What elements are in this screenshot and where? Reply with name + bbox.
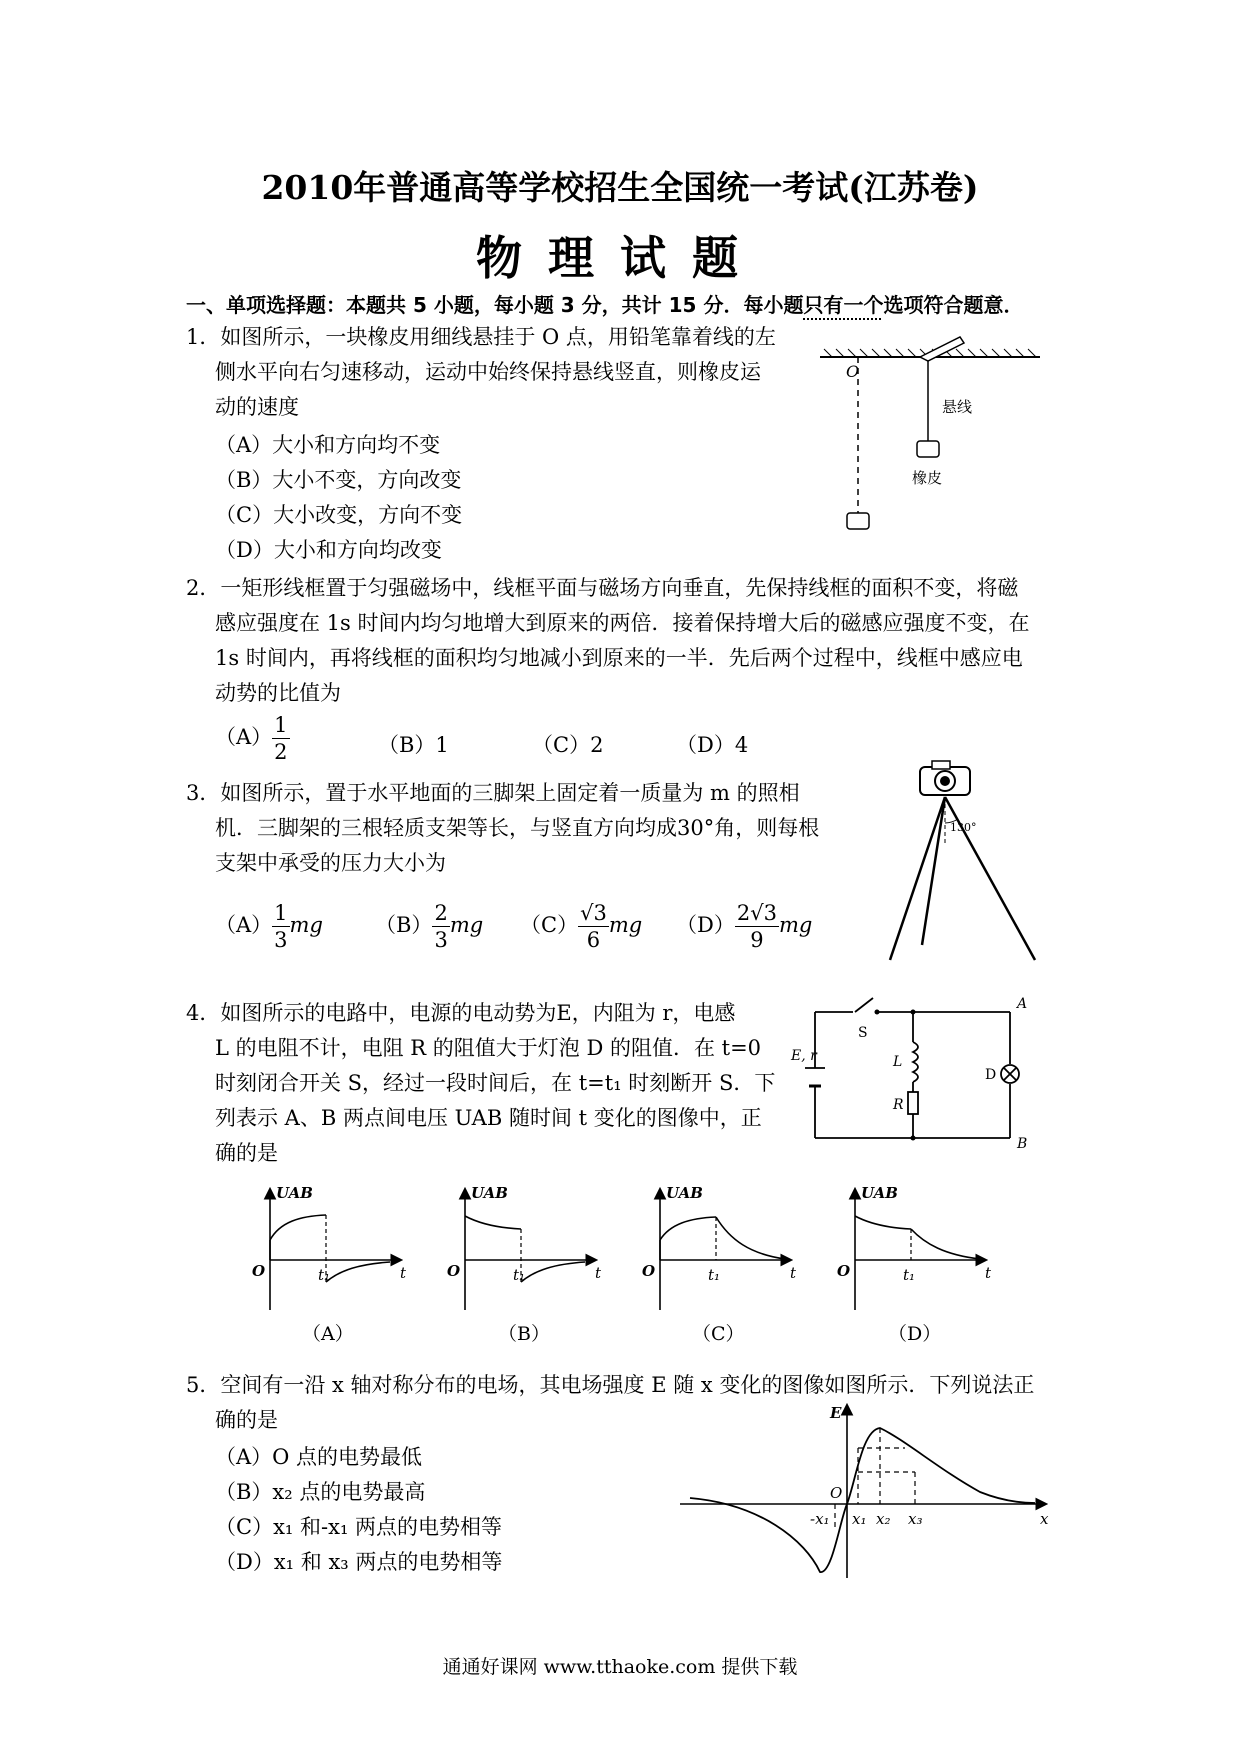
q3-tripod-figure bbox=[880, 755, 1050, 970]
q3-option-d-num: 2√3 bbox=[736, 901, 777, 925]
q3-option-b-label: （B） bbox=[375, 913, 433, 937]
q3-option-a-label: （A） bbox=[215, 913, 273, 937]
q3-option-c-fraction bbox=[578, 900, 609, 953]
q4-graph-c-label: （C） bbox=[692, 1323, 745, 1345]
q2-option-a-label: （A） bbox=[215, 725, 273, 749]
q4-graph-b-label: （B） bbox=[498, 1323, 550, 1345]
q5-stem-line1: 5．空间有一沿 x 轴对称分布的电场，其电场强度 E 随 x 变化的图像如图所示．下列说法正 bbox=[186, 1373, 1035, 1397]
q1-option-a: （A）大小和方向均不变 bbox=[215, 433, 441, 457]
q4-graph-c-ylabel: UAB bbox=[666, 1184, 703, 1202]
q3-stem-line2: 机．三脚架的三根轻质支架等长，与竖直方向均成30°角，则每根 bbox=[215, 816, 820, 840]
q2-stem-line3: 1s 时间内，再将线框的面积均匀地减小到原来的一半．先后两个过程中，线框中感应电 bbox=[215, 646, 1023, 670]
q1-option-b: （B）大小不变，方向改变 bbox=[215, 468, 462, 492]
q5-option-d: （D）x₁ 和 x₃ 两点的电势相等 bbox=[215, 1550, 503, 1574]
q4-graph-d bbox=[855, 1190, 985, 1310]
q5-option-a: （A）O 点的电势最低 bbox=[215, 1445, 423, 1469]
q3-option-c-mg: mg bbox=[608, 913, 643, 937]
q4-stem-line4: 列表示 A、B 两点间电压 UAB 随时间 t 变化的图像中，正 bbox=[215, 1106, 762, 1130]
q4-graph-b-origin: O bbox=[447, 1262, 461, 1280]
section-heading bbox=[186, 289, 1023, 318]
q4-graph-a-t: t bbox=[400, 1264, 407, 1282]
q4-stem-line1: 4．如图所示的电路中，电源的电动势为E，内阻为 r，电感 bbox=[186, 1001, 736, 1025]
q3-option-c-den: 6 bbox=[586, 928, 601, 952]
section-heading-post: 选项符合题意． bbox=[883, 293, 1024, 317]
q3-stem-line3: 支架中承受的压力大小为 bbox=[215, 851, 446, 875]
q3-option-a-mg: mg bbox=[289, 913, 323, 937]
q1-fig-label-eraser: 橡皮 bbox=[912, 469, 943, 487]
q3-option-d-label: （D） bbox=[676, 913, 735, 937]
q4-graph-b-ylabel: UAB bbox=[471, 1184, 508, 1202]
q4-graph-c-t1: t₁ bbox=[708, 1266, 721, 1284]
q5-label-e: E bbox=[830, 1404, 842, 1422]
q5-field-graph bbox=[680, 1400, 1060, 1580]
q4-graph-a-t1: t₁ bbox=[318, 1266, 331, 1284]
q1-fig-label-line: 悬线 bbox=[942, 398, 973, 416]
q4-stem-line5: 确的是 bbox=[215, 1141, 278, 1165]
q5-label-x2: x₂ bbox=[876, 1510, 891, 1528]
q2-option-a bbox=[215, 712, 290, 765]
q5-label-minus-x1: -x₁ bbox=[810, 1510, 830, 1528]
q4-graph-b-t: t bbox=[595, 1264, 602, 1282]
q3-option-c-label: （C） bbox=[520, 913, 579, 937]
q3-option-c-num: √3 bbox=[580, 901, 607, 925]
q2-option-a-fraction bbox=[272, 712, 289, 765]
q2-stem-line2: 感应强度在 1s 时间内均匀地增大到原来的两倍．接着保持增大后的磁感应强度不变，在 bbox=[215, 611, 1030, 635]
footer-source: 通通好课网 www.tthaoke.com 提供下载 bbox=[442, 1656, 798, 1678]
q3-option-a bbox=[215, 900, 323, 953]
q4-graph-c-origin: O bbox=[642, 1262, 656, 1280]
q4-label-er: E, r bbox=[791, 1048, 817, 1064]
q4-graph-d-origin: O bbox=[837, 1262, 851, 1280]
q1-stem-line2: 侧水平向右匀速移动，运动中始终保持悬线竖直，则橡皮运 bbox=[215, 360, 761, 384]
q2-option-a-num: 1 bbox=[274, 713, 288, 737]
section-heading-pre: 一、单项选择题：本题共 5 小题，每小题 3 分，共计 15 分．每小题 bbox=[186, 293, 804, 317]
q3-option-b-fraction bbox=[432, 900, 449, 953]
q2-stem-line4: 动势的比值为 bbox=[215, 681, 341, 705]
q3-option-a-fraction bbox=[272, 900, 289, 953]
q4-label-b: B bbox=[1017, 1136, 1028, 1152]
q4-graph-a-ylabel: UAB bbox=[276, 1184, 313, 1202]
q4-graph-b-t1: t₁ bbox=[513, 1266, 526, 1284]
q2-option-a-den: 2 bbox=[274, 740, 288, 764]
q4-graph-d-label: （D） bbox=[888, 1323, 942, 1345]
q4-graph-b bbox=[465, 1190, 595, 1310]
q4-circuit-diagram bbox=[791, 992, 1035, 1152]
q5-label-x3: x₃ bbox=[908, 1510, 923, 1528]
q4-label-l: L bbox=[893, 1054, 903, 1070]
q3-option-b-num: 2 bbox=[434, 901, 448, 925]
q4-graph-d-t: t bbox=[985, 1264, 992, 1282]
q4-stem-line3: 时刻闭合开关 S，经过一段时间后，在 t=t₁ 时刻断开 S．下 bbox=[215, 1071, 776, 1095]
q1-fig-label-o: O bbox=[846, 362, 860, 381]
q4-graph-a bbox=[270, 1190, 400, 1310]
q1-stem-line1: 1．如图所示，一块橡皮用细线悬挂于 O 点，用铅笔靠着线的左 bbox=[186, 325, 776, 349]
q2-stem-line1: 2．一矩形线框置于匀强磁场中，线框平面与磁场方向垂直，先保持线框的面积不变，将磁 bbox=[186, 576, 1019, 600]
q1-figure bbox=[820, 335, 1040, 545]
q3-option-b bbox=[375, 900, 483, 953]
q5-stem-line2: 确的是 bbox=[215, 1408, 278, 1432]
q3-option-b-den: 3 bbox=[434, 928, 448, 952]
q3-option-c bbox=[520, 900, 642, 953]
q4-graph-d-t1: t₁ bbox=[903, 1266, 916, 1284]
q4-label-a: A bbox=[1017, 996, 1028, 1012]
q3-option-d-fraction bbox=[735, 900, 779, 953]
q4-graph-a-origin: O bbox=[252, 1262, 266, 1280]
q1-stem-line3: 动的速度 bbox=[215, 395, 299, 419]
camera-icon bbox=[920, 761, 970, 795]
q2-option-c: （C）2 bbox=[532, 733, 604, 757]
q3-stem-line1: 3．如图所示，置于水平地面的三脚架上固定着一质量为 m 的照相 bbox=[186, 781, 800, 805]
q5-option-c: （C）x₁ 和-x₁ 两点的电势相等 bbox=[215, 1515, 503, 1539]
q4-graphs bbox=[240, 1180, 1010, 1360]
q4-label-s: S bbox=[858, 1025, 868, 1041]
subject-title: 物理试题 bbox=[476, 231, 764, 285]
q4-graph-c bbox=[660, 1190, 790, 1310]
q4-graph-c-t: t bbox=[790, 1264, 797, 1282]
q1-option-d: （D）大小和方向均改变 bbox=[215, 538, 442, 562]
q3-option-d bbox=[676, 900, 812, 953]
q5-label-x: x bbox=[1040, 1510, 1049, 1528]
q3-fig-angle: 130° bbox=[950, 821, 977, 834]
q4-graph-a-label: （A） bbox=[302, 1323, 354, 1345]
q3-option-b-mg: mg bbox=[449, 913, 484, 937]
exam-title: 2010年普通高等学校招生全国统一考试(江苏卷) bbox=[261, 168, 979, 207]
q2-option-d: （D）4 bbox=[676, 733, 749, 757]
q5-label-o: O bbox=[830, 1484, 843, 1502]
q2-option-b: （B）1 bbox=[378, 733, 449, 757]
q3-option-a-den: 3 bbox=[274, 928, 288, 952]
q4-graph-d-ylabel: UAB bbox=[861, 1184, 898, 1202]
q4-label-r: R bbox=[893, 1097, 904, 1113]
q5-label-x1: x₁ bbox=[852, 1510, 867, 1528]
q4-stem-line2: L 的电阻不计，电阻 R 的阻值大于灯泡 D 的阻值．在 t=0 bbox=[215, 1036, 762, 1060]
q3-option-a-num: 1 bbox=[274, 901, 288, 925]
q5-option-b: （B）x₂ 点的电势最高 bbox=[215, 1480, 426, 1504]
section-heading-emphasis: 只有一个 bbox=[803, 293, 884, 317]
q3-option-d-mg: mg bbox=[778, 913, 813, 937]
q3-option-d-den: 9 bbox=[750, 928, 764, 952]
q1-option-c: （C）大小改变，方向不变 bbox=[215, 503, 463, 527]
q4-label-d: D bbox=[985, 1067, 997, 1083]
